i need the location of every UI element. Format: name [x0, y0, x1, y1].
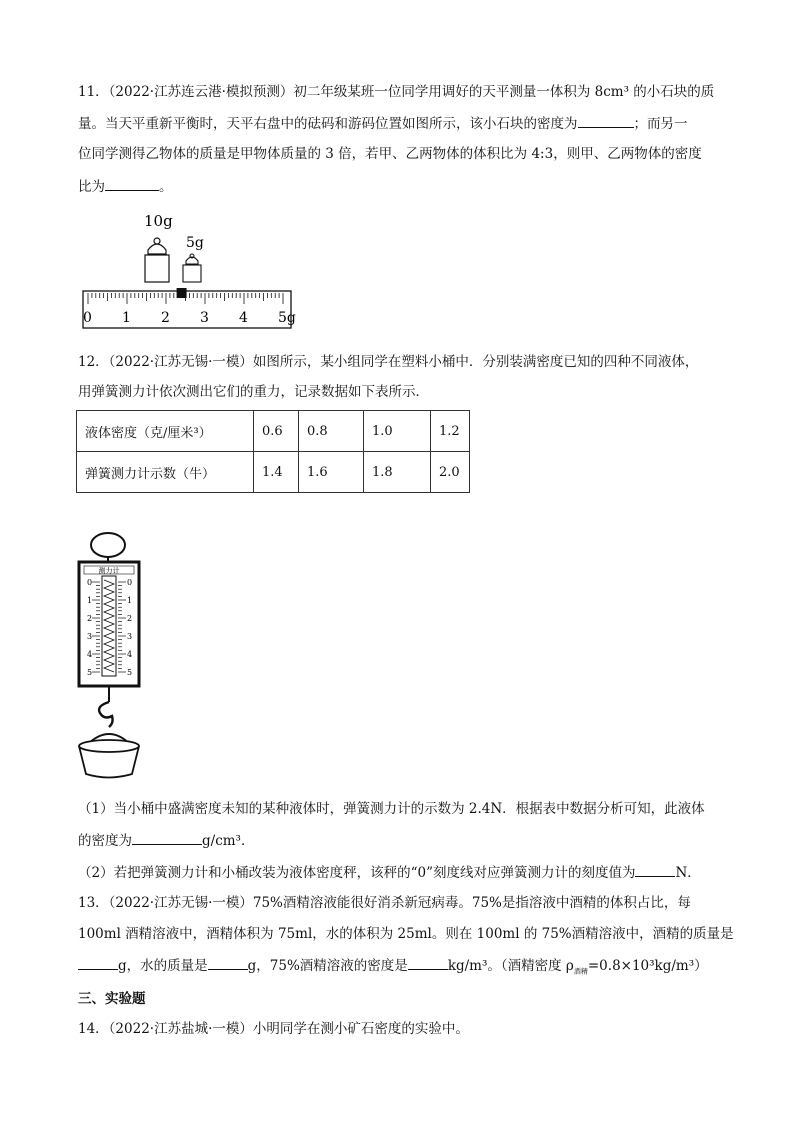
meter-left-label: 2 [87, 614, 93, 623]
hanging-ring-icon [91, 533, 125, 557]
table-cell: 1.6 [299, 452, 364, 493]
meter-left-label: 4 [87, 650, 93, 659]
q11-line-4-text-a: 比为 [78, 179, 105, 195]
q12-sub1-text-c: g/cm³． [202, 833, 255, 849]
meter-left-label: 3 [87, 632, 93, 641]
rider-slider[interactable] [177, 288, 187, 298]
meter-title: 测力计 [98, 567, 120, 575]
weight-5g-icon [183, 254, 201, 282]
weight-10g-label: 10g [144, 212, 173, 230]
table-cell: 0.6 [254, 411, 299, 452]
q11-answer-blank-1[interactable] [578, 113, 634, 128]
meter-right-label: 0 [127, 578, 133, 587]
meter-left-label: 0 [87, 578, 93, 587]
meter-right-label: 1 [127, 596, 133, 605]
meter-left-label: 1 [87, 596, 93, 605]
q13-line-3 [78, 955, 708, 982]
q13-line-3-text-a: g，水的质量是 [118, 958, 208, 974]
q12-sub2-text-a: （2）若把弹簧测力计和小桶改装为液体密度秤，该秤的“0”刻度线对应弹簧测力计的刻度值为 [78, 865, 636, 881]
q14-line-1: 14．（2022·江苏盐城·一模）小明同学在测小矿石密度的实验中。 [78, 1021, 469, 1037]
meter-left-label: 5 [87, 668, 93, 677]
scale-label: 5g [278, 310, 296, 326]
meter-right-label: 4 [127, 650, 133, 659]
scale-label: 0 [83, 310, 92, 326]
q11-line-3: 位同学测得乙物体的质量是甲物体质量的 3 倍，若甲、乙两物体的体积比为 4:3，则甲、乙两物体的密度 [78, 146, 702, 162]
q12-sub1-text-b: 的密度为 [78, 833, 132, 849]
q11-line-2-text-b: ；而另一 [633, 116, 688, 132]
table-cell: 1.2 [431, 411, 470, 452]
scale-label: 3 [200, 310, 209, 326]
q12-sub1-line-2 [78, 830, 254, 851]
meter-right-label: 5 [127, 668, 133, 677]
scale-label: 4 [239, 310, 248, 326]
spring-scale-figure [74, 530, 144, 784]
q11-answer-blank-2[interactable] [105, 176, 159, 191]
table-row-label: 弹簧测力计示数（牛） [77, 452, 254, 493]
scale-label: 1 [122, 310, 131, 326]
q11-line-2 [78, 113, 688, 134]
q12-answer-blank-2[interactable] [635, 862, 675, 877]
meter-right-label: 2 [127, 614, 133, 623]
section-title: 三、实验题 [78, 991, 146, 1007]
q13-line-3-text-c: kg/m³。（酒精密度 ρ [447, 958, 574, 974]
q13-density-subscript: 酒精 [573, 967, 588, 976]
data-table [76, 410, 470, 493]
q12-sub2-text-b: N． [675, 865, 701, 881]
q12-sub2-line [78, 862, 701, 883]
table-row [77, 411, 470, 452]
q13-line-3-text-d: =0.8×10³kg/m³） [587, 958, 708, 974]
hook-icon [99, 702, 113, 727]
q11-line-1: 11．（2022·江苏连云港·模拟预测）初二年级某班一位同学用调好的天平测量一体积为 8cm³ 的小石块的质 [78, 84, 715, 100]
q13-line-1: 13．（2022·江苏无锡·一模）75%酒精溶液能很好消杀新冠病毒。75%是指溶液中酒精的体积占比，每 [78, 895, 691, 911]
q13-answer-blank-3[interactable] [408, 955, 448, 970]
table-row [77, 452, 470, 493]
q13-line-3-text-b: g，75%酒精溶液的密度是 [247, 958, 408, 974]
meter-right-label: 3 [127, 632, 133, 641]
scale-label: 2 [161, 310, 170, 326]
weight-10g-icon [145, 238, 169, 282]
table-cell: 1.0 [364, 411, 431, 452]
q12-line-1: 12．（2022·江苏无锡·一模）如图所示，某小组同学在塑料小桶中．分别装满密度已知的四种不同液体， [78, 354, 699, 370]
table-cell: 1.4 [254, 452, 299, 493]
q13-answer-blank-2[interactable] [208, 955, 248, 970]
balance-figure [78, 208, 300, 332]
bucket-rim [79, 740, 139, 752]
q12-line-2: 用弹簧测力计依次测出它们的重力，记录数据如下表所示． [78, 384, 429, 400]
q12-sub1-line-1: （1）当小桶中盛满密度未知的某种液体时，弹簧测力计的示数为 2.4N．根据表中数据分析可知，此液体 [78, 801, 705, 817]
q13-answer-blank-1[interactable] [78, 955, 118, 970]
q11-line-2-text-a: 量。当天平重新平衡时，天平右盘中的砝码和游码位置如图所示，该小石块的密度为 [78, 116, 578, 132]
q13-line-2: 100ml 酒精溶液中，酒精体积为 75ml，水的体积为 25ml。则在 100ml 的 75%酒精溶液中，酒精的质量是 [78, 926, 734, 942]
table-cell: 0.8 [299, 411, 364, 452]
q11-line-4 [78, 176, 173, 197]
q11-line-4-text-b: 。 [159, 179, 173, 195]
q12-answer-blank-1[interactable] [132, 830, 202, 845]
table-cell: 1.8 [364, 452, 431, 493]
table-cell: 2.0 [431, 452, 470, 493]
table-row-label: 液体密度（克/厘米³） [77, 411, 254, 452]
weight-5g-label: 5g [186, 235, 204, 251]
